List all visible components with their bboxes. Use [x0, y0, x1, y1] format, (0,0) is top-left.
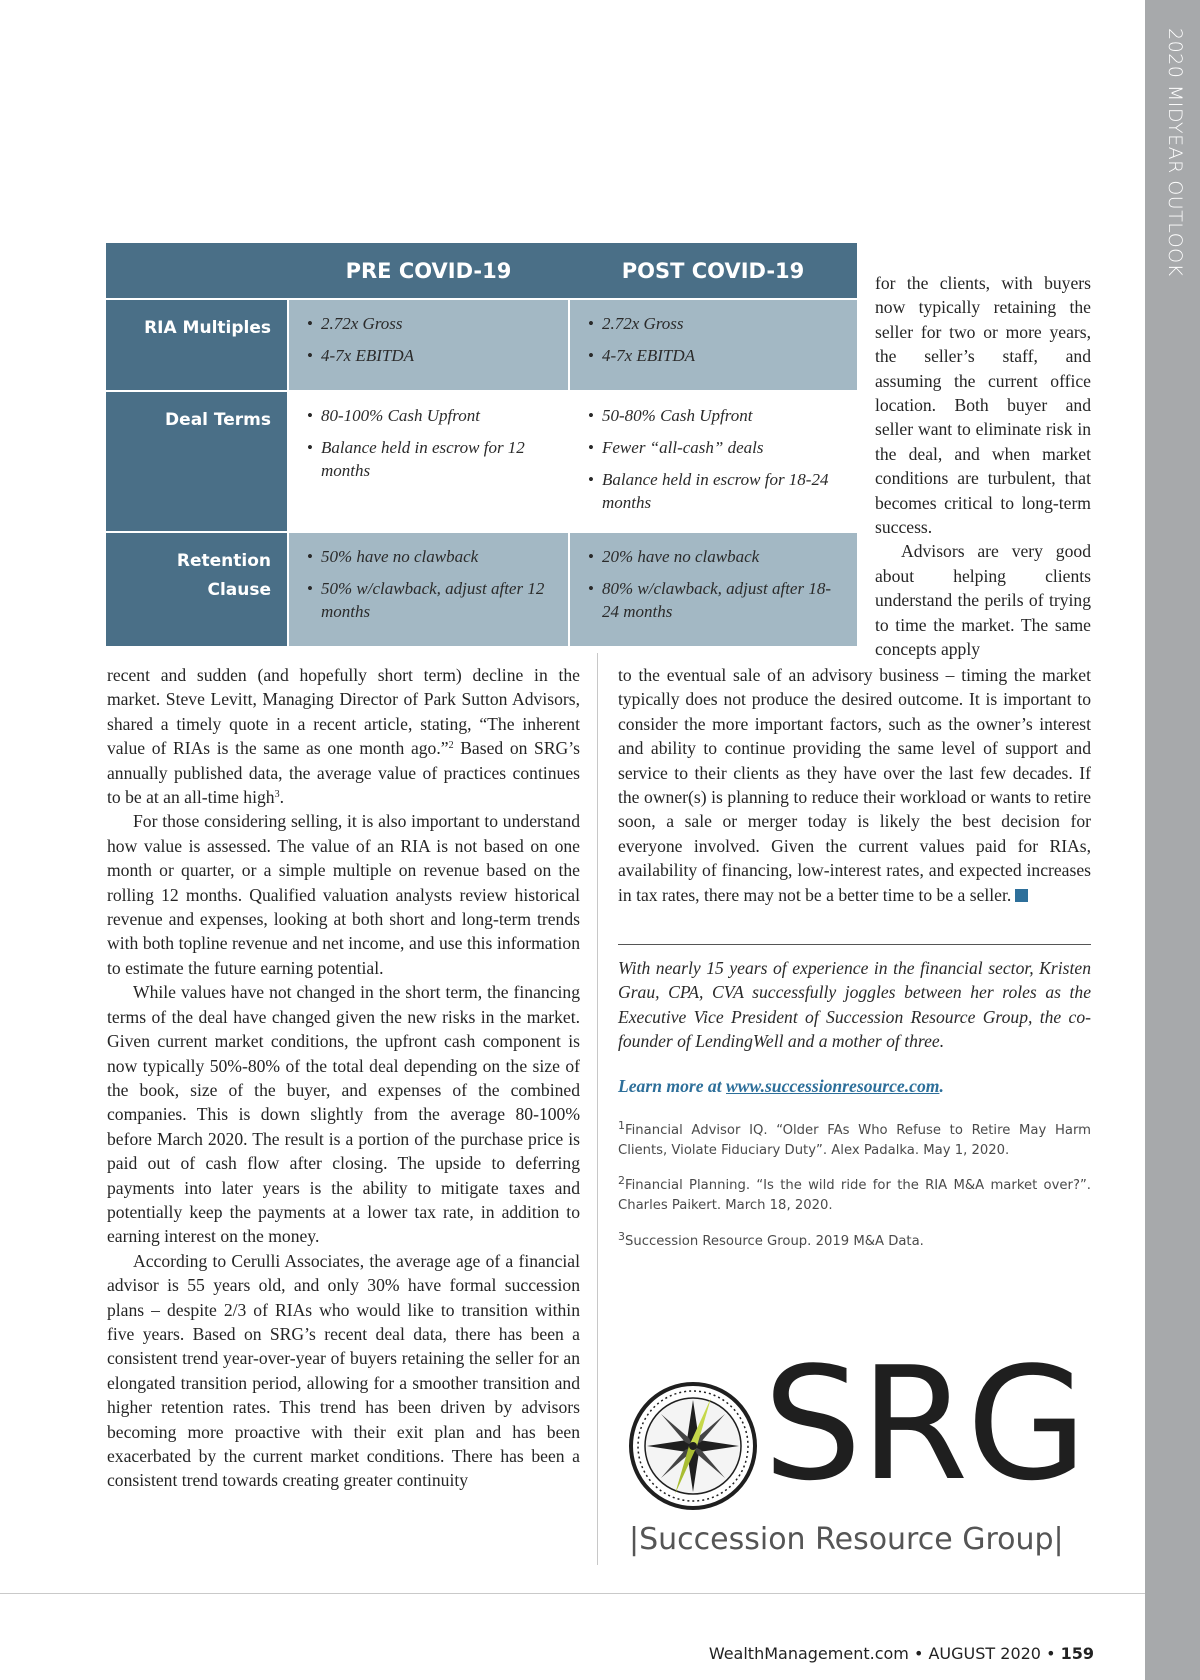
- article-column-right: [618, 663, 1091, 907]
- list-item: • Fewer “all-cash” deals: [588, 436, 847, 459]
- list-item: • Balance held in escrow for 18-24 months: [588, 468, 847, 514]
- paragraph: Advisors are very good about helping clients understand the perils of trying to time the market. The same concepts apply: [875, 541, 1091, 660]
- column-divider: [597, 653, 598, 1565]
- list-item: • 50% w/clawback, adjust after 12 months: [307, 577, 558, 623]
- post-covid-cell: [569, 532, 857, 646]
- list-item: • 50% have no clawback: [307, 545, 558, 568]
- footnote: $^3$Succession Resource Group. 2019 M&A Data.: [618, 1230, 924, 1249]
- section-label: 2020 MIDYEAR OUTLOOK: [1164, 28, 1186, 277]
- header-blank: [106, 243, 288, 299]
- table-row: [106, 299, 857, 391]
- article-column-top-right: [875, 271, 1091, 662]
- author-bio: With nearly 15 years of experience in the financial sector, Kristen Grau, CPA, CVA successfully joggles between her roles as the Executive Vice President of Succession Resource Group, the co-founder of LendingWell and a mother of three.: [618, 958, 1091, 1052]
- footnote: $^2$Financial Planning. “Is the wild ride for the RIA M&A market over?”. Charles Paikert. March 18, 2020.: [618, 1174, 1091, 1213]
- header-post-covid: POST COVID-19: [569, 243, 857, 299]
- list-item: • 80% w/clawback, adjust after 18-24 months: [588, 577, 847, 623]
- list-item: • 2.72x Gross: [307, 312, 558, 335]
- table-header-row: [106, 243, 857, 299]
- row-label: Deal Terms: [106, 391, 288, 532]
- post-covid-cell: [569, 391, 857, 532]
- footnote: $^1$Financial Advisor IQ. “Older FAs Who Refuse to Retire May Harm Clients, Violate Fiduciary Duty”. Alex Padalka. May 1, 2020.: [618, 1119, 1091, 1158]
- paragraph: For those considering selling, it is also important to understand how value is assessed. The value of an RIA is not based on one month or quarter, or a simple multiple on revenue based on the rolling 12 months. Qualified valuation analysts review historical revenue and expenses, looking at both short and long-term trends with both topline revenue and net income, and use this information to estimate the future earning potential.: [107, 811, 580, 978]
- list-item: • 2.72x Gross: [588, 312, 847, 335]
- paragraph: for the clients, with buyers now typically retaining the seller for two or more years, the seller’s staff, and assuming the current office location. Both buyer and seller want to eliminate risk in the deal, and when market conditions are turbulent, that becomes critical to long-term success.: [875, 273, 1091, 538]
- end-mark-icon: [1015, 889, 1028, 902]
- compass-icon: [627, 1380, 759, 1512]
- page-number: 159: [1060, 1644, 1094, 1663]
- list-item: • 4-7x EBITDA: [307, 344, 558, 367]
- footnote-ref: 3: [274, 789, 280, 801]
- learn-more: Learn more at www.successionresource.com.: [618, 1076, 944, 1096]
- paragraph: According to Cerulli Associates, the average age of a financial advisor is 55 years old, and only 30% have formal succession plans – despite 2/3 of RIAs who would like to transition within five years. Based on SRG’s recent deal data, there has been a consistent trend year-over-year of buyers retaining the seller for an elongated transition period, allowing for a smoother transition and higher retention rates. This trend has been driven by advisors becoming more proactive with their exit plan and has been exacerbated by the current market conditions. There has been a consistent trend towards creating greater continuity: [107, 1250, 580, 1491]
- list-item: • Balance held in escrow for 12 months: [307, 436, 558, 482]
- logo-wordmark: SRG: [763, 1333, 1086, 1515]
- paragraph: While values have not changed in the short term, the financing terms of the deal have changed given the new risks in the market. Given current market conditions, the upfront cash component is now typically 50%-80% of the total deal depending on the size of the book, size of the buyer, and expenses of the combined companies. This is down slightly from the average 80-100% before March 2020. The result is a portion of the purchase price is paid out of cash flow after closing. The upside to deferring payments into later years is the ability to mitigate taxes and potentially keep the payments at a lower tax rate, in addition to earning interest on the money.: [107, 982, 580, 1247]
- footer-site: WealthManagement.com: [708, 1644, 909, 1663]
- page-footer: WealthManagement.com • AUGUST 2020 • 159: [708, 1644, 1094, 1663]
- covid-comparison-table: [106, 243, 857, 646]
- list-item: • 4-7x EBITDA: [588, 344, 847, 367]
- row-label: RIA Multiples: [106, 299, 288, 391]
- row-label: Retention Clause: [106, 532, 288, 646]
- footnote-ref: 2: [448, 740, 454, 752]
- article-column-left: [107, 663, 580, 1493]
- paragraph: recent and sudden (and hopefully short term) decline in the market. Steve Levitt, Managing Director of Park Sutton Advisors, shared a timely quote in a recent article, stating, “The inherent value of RIAs is the same as one month ago.”$^2$ Based on SRG’s annually published data, the average value of practices continues to be at an all-time high$^3$.: [107, 665, 580, 808]
- bio-divider: [618, 944, 1091, 945]
- list-item: • 80-100% Cash Upfront: [307, 404, 558, 427]
- footer-divider: [0, 1593, 1145, 1594]
- table-row: [106, 532, 857, 646]
- list-item: • 20% have no clawback: [588, 545, 847, 568]
- pre-covid-cell: [288, 299, 569, 391]
- srg-logo: [627, 1333, 1089, 1558]
- footer-issue: AUGUST 2020: [928, 1644, 1041, 1663]
- post-covid-cell: [569, 299, 857, 391]
- table-row: [106, 391, 857, 532]
- list-item: • 50-80% Cash Upfront: [588, 404, 847, 427]
- pre-covid-cell: [288, 391, 569, 532]
- paragraph: to the eventual sale of an advisory business – timing the market typically does not produce the desired outcome. It is important to consider the more important factors, such as the owner’s interest and ability to continue providing the same level of support and service to their clients as they have over the last few decades. If the owner(s) is planning to reduce their workload or wants to retire soon, a sale or merger today is likely the best decision for everyone involved. Given the current values paid for RIAs, availability of financing, low-interest rates, and expected increases in tax rates, there may not be a better time to be a seller.: [618, 665, 1091, 905]
- website-link[interactable]: www.successionresource.com: [726, 1076, 940, 1096]
- pre-covid-cell: [288, 532, 569, 646]
- logo-tagline: |Succession Resource Group|: [629, 1522, 1064, 1557]
- header-pre-covid: PRE COVID-19: [288, 243, 569, 299]
